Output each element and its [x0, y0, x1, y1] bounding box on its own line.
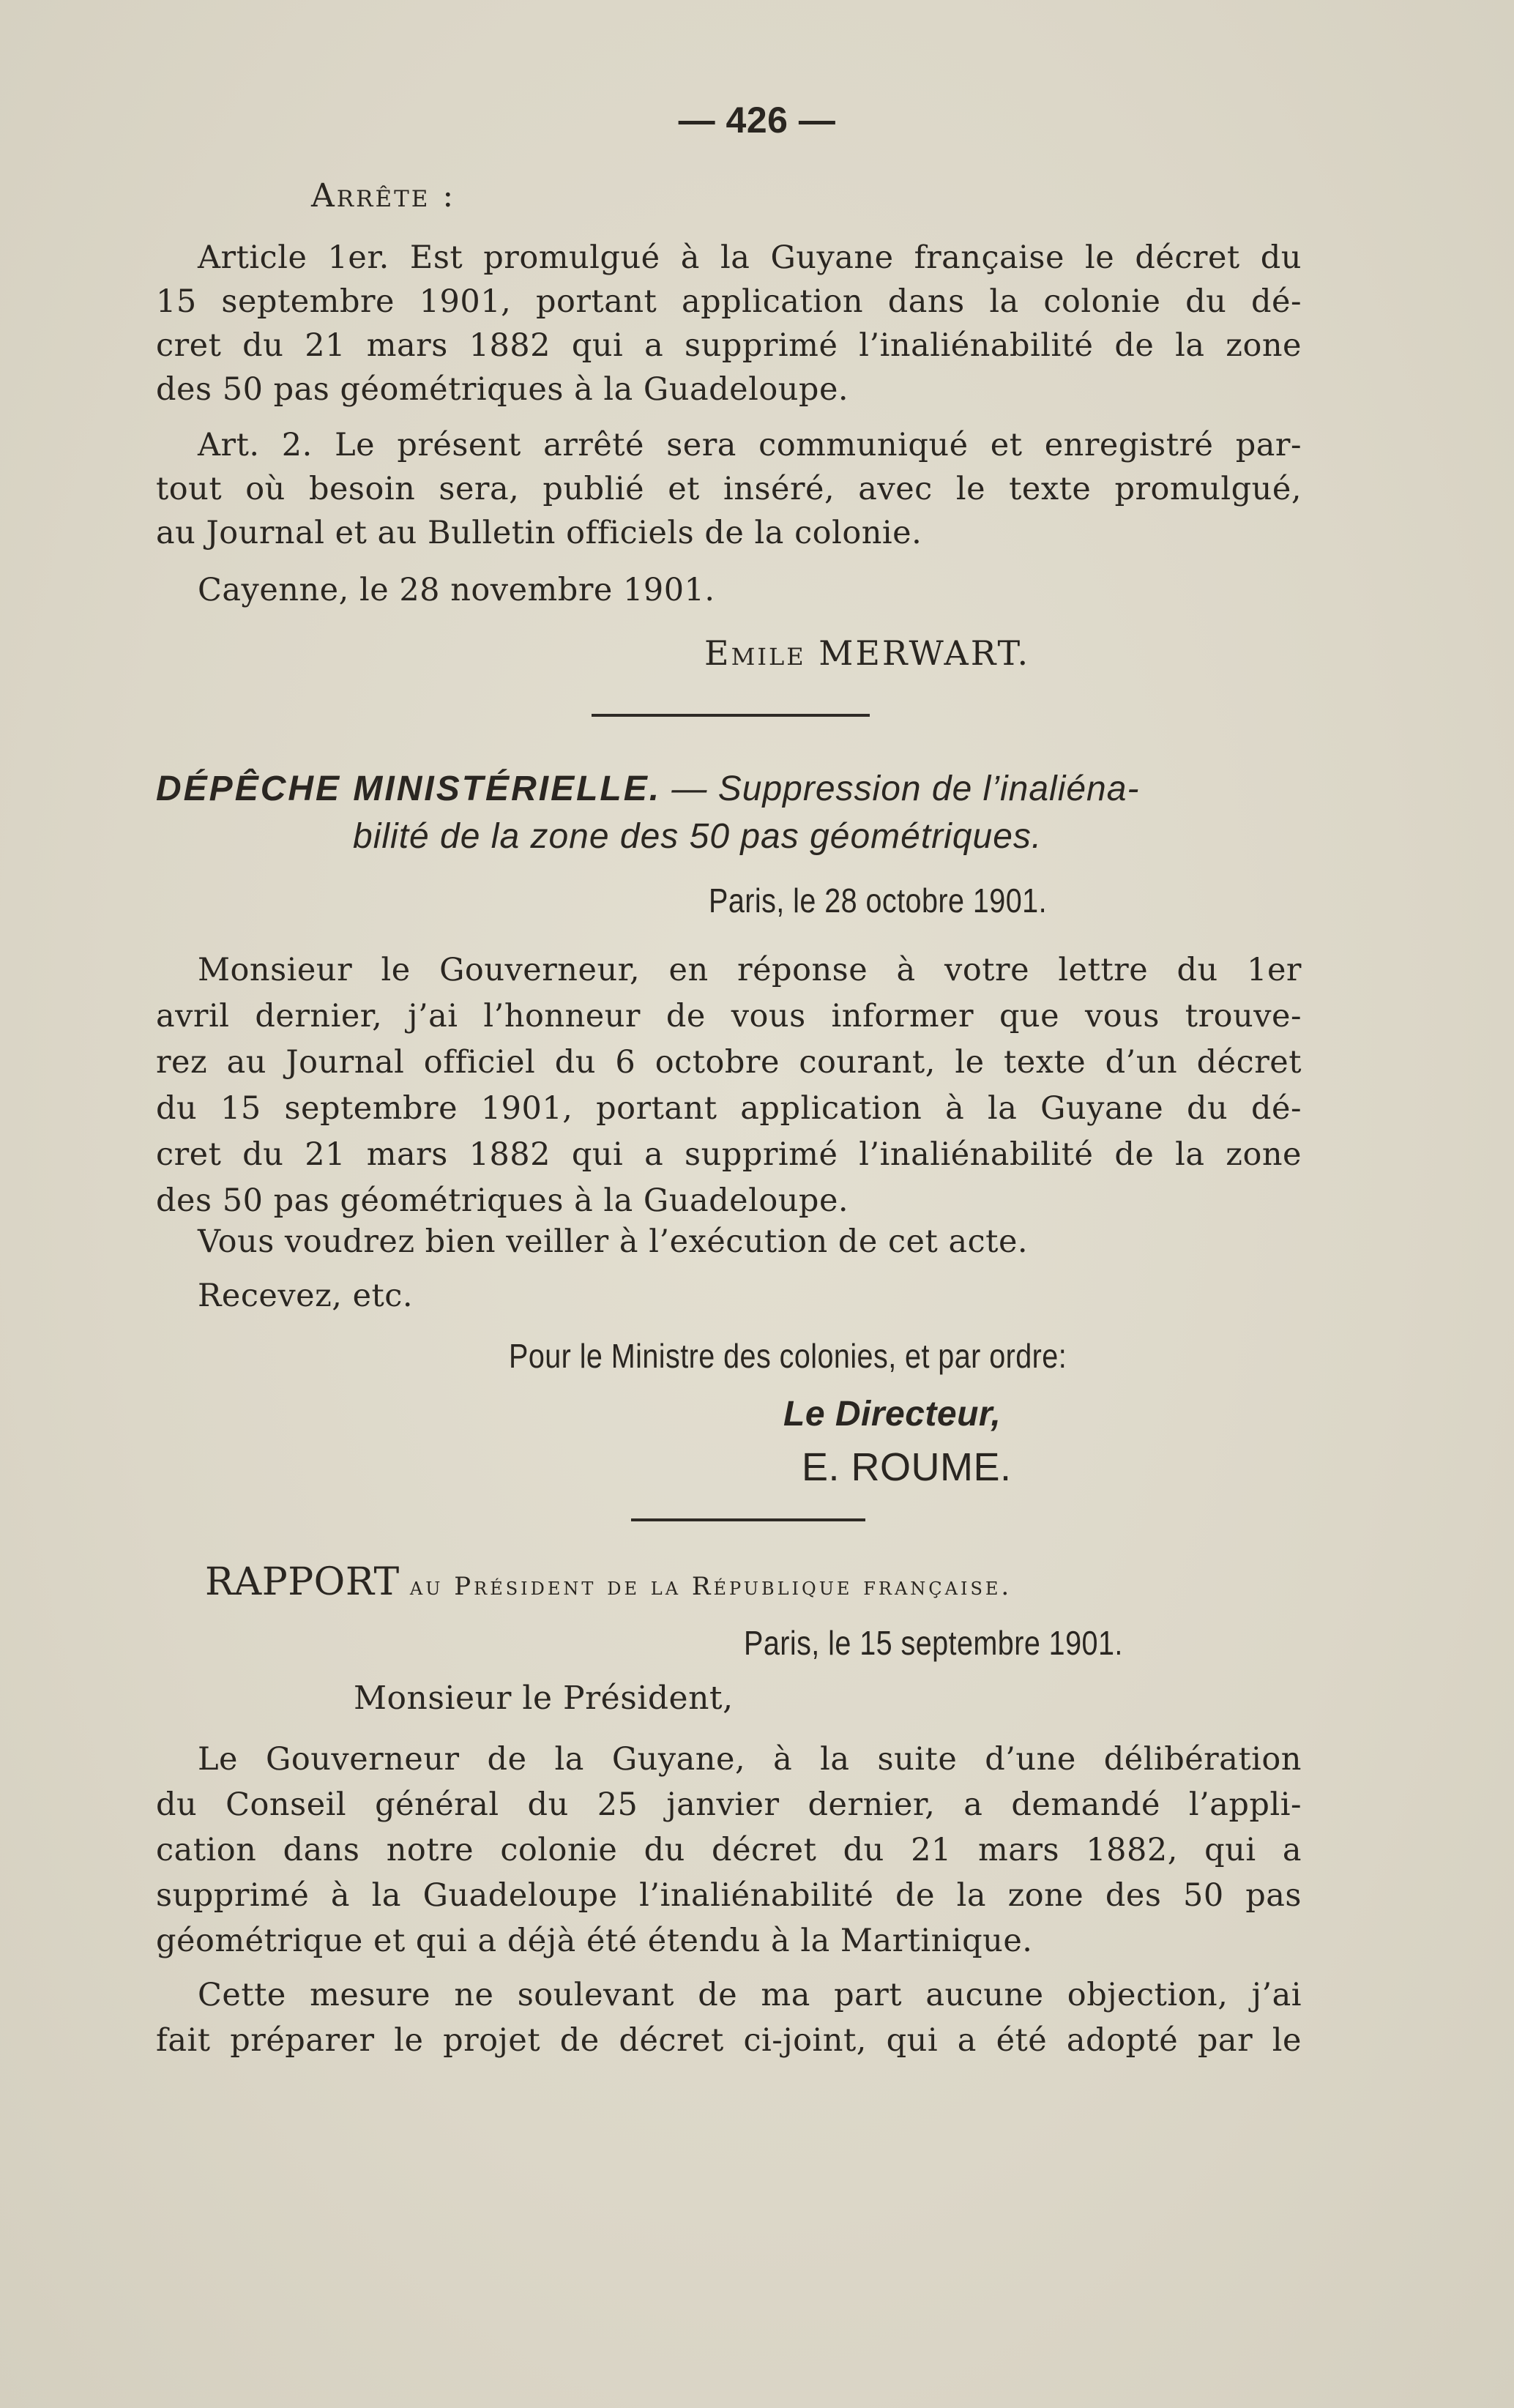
rapport-title-big: RAPPORT	[205, 1560, 400, 1604]
arrete-line-2: 15 septembre 1901, portant application dans la colonie du dé-	[156, 283, 1302, 320]
depeche-line-1: Monsieur le Gouverneur, en réponse à votre lettre du 1er	[198, 952, 1302, 988]
depeche-title-line2: bilité de la zone des 50 pas géométriques.	[353, 817, 1043, 856]
depeche-title	[156, 769, 1139, 810]
depeche-line-8: Recevez, etc.	[198, 1278, 414, 1314]
page-number: — 426 —	[678, 100, 836, 141]
separator-rule	[592, 714, 870, 717]
arrete-line-4: des 50 pas géométriques à la Guadeloupe.	[156, 371, 849, 408]
arrete-line-5: Art. 2. Le présent arrêté sera communiqué et enregistré par-	[198, 427, 1302, 463]
rapport-line-3: cation dans notre colonie du décret du 21 mars 1882, qui a	[156, 1832, 1302, 1868]
depeche-line-2: avril dernier, j’ai l’honneur de vous informer que vous trouve-	[156, 998, 1302, 1035]
depeche-line-3: rez au Journal officiel du 6 octobre courant, le texte d’un décret	[156, 1044, 1302, 1081]
rapport-line-4: supprimé à la Guadeloupe l’inaliénabilité de la zone des 50 pas	[156, 1877, 1302, 1914]
rapport-line-1: Le Gouverneur de la Guyane, à la suite d’une délibération	[198, 1741, 1302, 1778]
rapport-line-2: du Conseil général du 25 janvier dernier, a demandé l’appli-	[156, 1786, 1302, 1823]
rapport-dateline: Paris, le 15 septembre 1901.	[744, 1624, 1123, 1662]
rapport-line-7: fait préparer le projet de décret ci-joint, qui a été adopté par le	[156, 2022, 1302, 2059]
arrete-signature: Emile MERWART.	[704, 633, 1031, 673]
depeche-line-6: des 50 pas géométriques à la Guadeloupe.	[156, 1182, 849, 1219]
arrete-line-7: au Journal et au Bulletin officiels de la colonie.	[156, 515, 922, 551]
arrete-dateline: Cayenne, le 28 novembre 1901.	[198, 572, 715, 608]
depeche-line-4: du 15 septembre 1901, portant application à la Guyane du dé-	[156, 1090, 1302, 1127]
depeche-director-name: E. ROUME.	[802, 1445, 1012, 1489]
rapport-title-small: au Président de la République française.	[409, 1572, 1013, 1601]
arrete-line-3: cret du 21 mars 1882 qui a supprimé l’inaliénabilité de la zone	[156, 327, 1302, 364]
depeche-order-line: Pour le Ministre des colonies, et par ordre:	[509, 1337, 1067, 1375]
rapport-title	[205, 1562, 1012, 1607]
depeche-line-7: Vous voudrez bien veiller à l’exécution de cet acte.	[198, 1223, 1029, 1260]
arrete-line-1: Article 1er. Est promulgué à la Guyane française le décret du	[198, 239, 1302, 276]
rapport-line-6: Cette mesure ne soulevant de ma part aucune objection, j’ai	[198, 1977, 1302, 2013]
rapport-line-5: géométrique et qui a déjà été étendu à la Martinique.	[156, 1923, 1033, 1959]
depeche-director: Le Directeur,	[783, 1395, 1002, 1434]
separator-rule-2	[631, 1518, 865, 1521]
depeche-line-5: cret du 21 mars 1882 qui a supprimé l’inaliénabilité de la zone	[156, 1136, 1302, 1173]
arrete-line-6: tout où besoin sera, publié et inséré, avec le texte promulgué,	[156, 471, 1302, 507]
depeche-dateline: Paris, le 28 octobre 1901.	[709, 881, 1048, 920]
arrete-heading: Arrête :	[311, 177, 456, 215]
rapport-salutation: Monsieur le Président,	[354, 1680, 734, 1717]
depeche-title-rest: — Suppression de l’inaliéna-	[661, 769, 1140, 808]
depeche-title-bold: DÉPÊCHE MINISTÉRIELLE.	[156, 769, 662, 808]
